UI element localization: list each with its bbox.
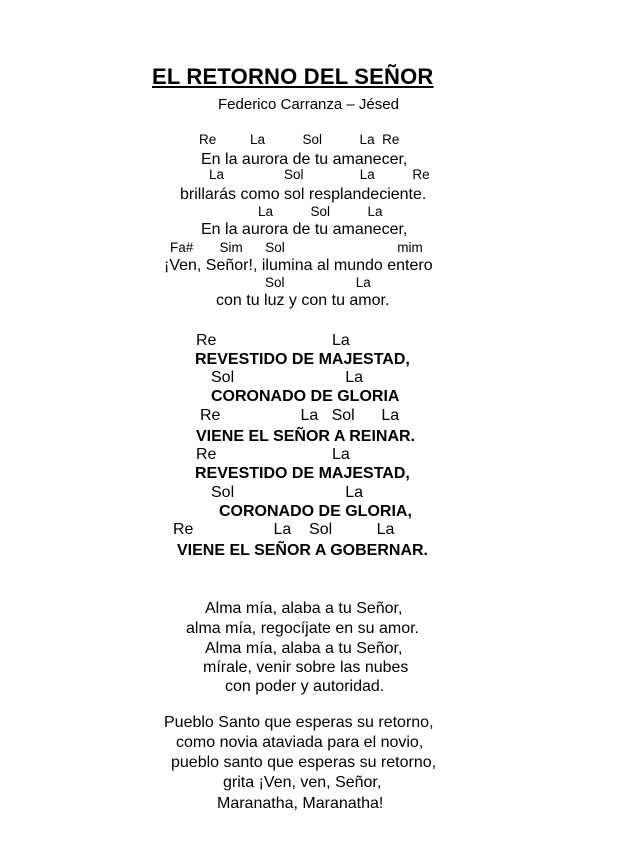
lyric-line: como novia ataviada para el novio, — [176, 734, 424, 751]
chord-line: Sol La — [211, 484, 364, 501]
chord-line: Sol La — [265, 275, 371, 290]
song-title: EL RETORNO DEL SEÑOR — [152, 64, 434, 89]
lyric-line: alma mía, regocíjate en su amor. — [186, 620, 419, 637]
chord-line: Re La — [196, 446, 350, 463]
chorus-line: VIENE EL SEÑOR A GOBERNAR. — [177, 542, 428, 559]
lyric-line: brillarás como sol resplandeciente. — [180, 186, 427, 203]
chorus-line: VIENE EL SEÑOR A REINAR. — [196, 428, 415, 445]
lyric-line: pueblo santo que esperas su retorno, — [171, 754, 437, 771]
lyric-line: ¡Ven, Señor!, ilumina al mundo entero — [164, 257, 433, 274]
chorus-line: REVESTIDO DE MAJESTAD, — [195, 351, 410, 368]
lyric-line: Alma mía, alaba a tu Señor, — [205, 600, 403, 617]
chorus-line: CORONADO DE GLORIA — [211, 388, 400, 405]
chord-line: Re La — [196, 332, 350, 349]
lyric-line: con poder y autoridad. — [225, 678, 385, 695]
chorus-line: REVESTIDO DE MAJESTAD, — [195, 465, 410, 482]
chord-line: La Sol La Re — [209, 167, 430, 182]
chord-line: Re La Sol La Re — [199, 132, 400, 147]
chord-line: Re La Sol La — [173, 521, 395, 538]
lyric-line: mírale, venir sobre las nubes — [203, 659, 409, 676]
chorus-line: CORONADO DE GLORIA, — [219, 503, 412, 520]
chord-line: Sol La — [211, 369, 364, 386]
lyric-line: Alma mía, alaba a tu Señor, — [205, 640, 403, 657]
lyric-line: En la aurora de tu amanecer, — [201, 221, 408, 238]
chord-line: Re La Sol La — [200, 407, 400, 424]
lyric-line: En la aurora de tu amanecer, — [201, 151, 408, 168]
chord-line: Fa# Sim Sol mim — [170, 240, 423, 255]
lyric-line: con tu luz y con tu amor. — [216, 292, 390, 309]
chord-line: La Sol La — [258, 204, 383, 219]
song-author: Federico Carranza – Jésed — [218, 96, 399, 113]
lyric-line: grita ¡Ven, ven, Señor, — [223, 774, 382, 791]
lyric-line: Pueblo Santo que esperas su retorno, — [164, 714, 434, 731]
lyric-line: Maranatha, Maranatha! — [217, 795, 384, 812]
